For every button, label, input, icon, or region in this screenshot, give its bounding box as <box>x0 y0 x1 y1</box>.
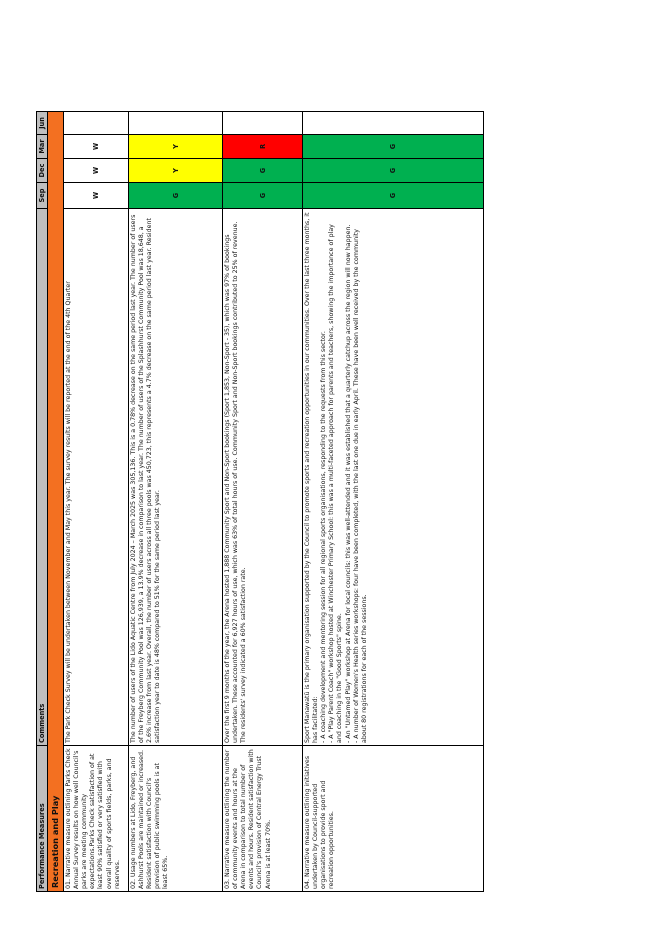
performance-table <box>36 111 484 892</box>
month-header-mar: Mar <box>37 135 48 159</box>
measures-header: Performance Measures <box>37 746 48 892</box>
status-badge: Y <box>171 144 180 149</box>
status-badge: G <box>258 167 267 174</box>
measure-cell: 03. Narrative measure outlining the number of community events and hours at the Arena in comparison to total number of events and hours. Resident satisfaction with Council's provision of Central Energy Trust Arena is at least 70%. <box>223 746 303 892</box>
status-badge: W <box>92 191 101 200</box>
status-cell <box>303 135 484 159</box>
comment-cell <box>223 209 303 746</box>
comment-cell <box>129 209 223 746</box>
comment-text: - An "Untamed Play" workshop at Arena for local councils: this was well-attended and it was established that a quarterly catchup across the region will now happen. <box>344 224 352 743</box>
comment-text: - A coaching development and mentoring session for all regional sports organisations, responding to the requests from this sector. <box>320 331 328 743</box>
comment-text: The number of users of the Lido Aquatic Centre from July 2024 – March 2025 was 305,136. This is a 0.78% decrease on the same period last year. The number of users of the Freyberg Community Pool was 126,939, a 13.9% decrease in comparison to last year. The number of users of the Splashhurst Community Pool was 18,648, a 2.6% increase from last year. Overall, the number of users across all three pools was 450,723, this represents a 4.7% decrease on the same period last year. Resident satisfaction year to date is 48% compared to 51% for the same period last year. <box>130 214 162 743</box>
header-row <box>37 112 48 892</box>
status-cell <box>64 159 129 183</box>
comment-text: Over the first 9 months of the year, the Arena hosted 1,888 Community Sport and Non-Sport bookings (Sport 1,853, Non-Sport - 35), which was 97% of bookings undertaken. These accounted for 6,927 hours of use, which was 63% of total hours of use. Community Sport and Non-Sport bookings contributed to 25% of revenue. <box>224 221 240 743</box>
month-header-sep: Sep <box>37 183 48 209</box>
status-cell <box>129 135 223 159</box>
table-row <box>303 112 484 892</box>
measure-cell: 01. Narrative measure outlining Parks Check Annual Survey results on how well Council's parks are meeting community expectations.Parks Check satisfaction of at least 90% satisfied or very satisfied with overall quality of sports fields, parks, and reserves. <box>64 746 129 892</box>
measure-cell: 02. Usage numbers at Lido, Freyberg, and Ashhurst Pools are maintained or increased. Resident satisfaction with Council's provision of public swimming pools is at least 65%. <box>129 746 223 892</box>
table-row <box>64 112 129 892</box>
month-header-jun: Jun <box>37 112 48 135</box>
status-cell <box>64 183 129 209</box>
status-badge: R <box>258 143 267 150</box>
status-cell <box>64 135 129 159</box>
status-cell <box>303 112 484 135</box>
comment-text: Sport Manawatū is the primary organisation supported by the Council to promote sports and recreation opportunities in our communities. Over the last three months, it has facilitated: <box>304 212 320 743</box>
status-cell <box>223 112 303 135</box>
comment-text: - A "Play Parent Coach" workshop hosted at Winchester Primary School: this was a multi-faceted approach for parents and teachers, showing the importance of play and coaching in the "Good Sports" spine. <box>328 224 344 743</box>
status-badge: G <box>171 192 180 199</box>
comment-text: - A number of Women's Health series workshops: four have been completed, with the last one due in early April. These have been well received by the community about 80 registrations for each of the sessions. <box>352 228 368 743</box>
status-cell <box>129 183 223 209</box>
status-cell <box>223 159 303 183</box>
status-cell <box>303 183 484 209</box>
comment-cell <box>64 209 129 746</box>
status-badge: G <box>258 192 267 199</box>
status-badge: G <box>389 167 398 174</box>
measure-cell: 04. Narrative measure outlining initiatives undertaken by Council-supported organisations to provide sport and recreation opportunities. <box>303 746 484 892</box>
status-cell <box>223 135 303 159</box>
table-row <box>129 112 223 892</box>
comment-text: The Park Check Survey will be undertaken between November and May this year. The survey results will be reported at the end of the 4th Quarter <box>65 281 73 743</box>
status-cell <box>303 159 484 183</box>
status-badge: Y <box>171 168 180 173</box>
section-row <box>48 112 64 892</box>
status-badge: W <box>92 142 101 151</box>
comment-cell <box>303 209 484 746</box>
table-row <box>223 112 303 892</box>
month-header-dec: Dec <box>37 159 48 183</box>
section-title: Recreation and Play <box>48 112 64 892</box>
status-cell <box>64 112 129 135</box>
comment-text: The residents' survey indicated a 60% satisfaction rate. <box>240 567 248 743</box>
comments-header: Comments <box>37 209 48 746</box>
status-cell <box>129 159 223 183</box>
status-badge: W <box>92 166 101 175</box>
status-badge: G <box>389 143 398 150</box>
status-cell <box>129 112 223 135</box>
status-badge: G <box>389 192 398 199</box>
report-page <box>36 112 481 892</box>
status-cell <box>223 183 303 209</box>
